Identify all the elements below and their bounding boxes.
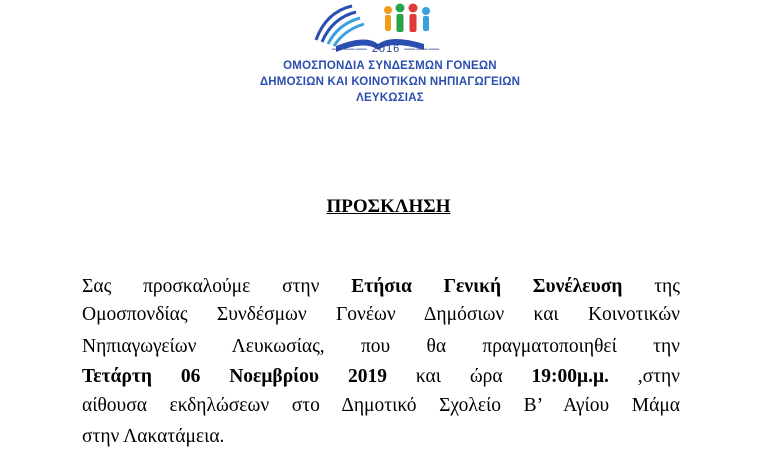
meeting-name: Ετήσια Γενική Συνέλευση	[351, 276, 623, 297]
meeting-time: 19:00μ.μ.	[531, 366, 609, 387]
meeting-date: Τετάρτη 06 Νοεμβρίου 2019	[82, 366, 387, 387]
body-line-1: Σας προσκαλούμε στην Ετήσια Γενική Συνέλευση της	[82, 276, 680, 297]
org-name-line-2: ΔΗΜΟΣΙΩΝ ΚΑΙ ΚΟΙΝΟΤΙΚΩΝ ΝΗΠΙΑΓΩΓΕΙΩΝ	[259, 76, 521, 88]
org-name-line-3: ΛΕΥΚΩΣΙΑΣ	[356, 92, 424, 104]
body-line-6: στην Λακατάμεια.	[82, 426, 225, 447]
body-line-4: Τετάρτη 06 Νοεμβρίου 2019 και ώρα 19:00μ.μ. ,στην	[82, 366, 680, 387]
body-line-3: Νηπιαγωγείων Λευκωσίας, που θα πραγματοποιηθεί την	[82, 336, 680, 357]
org-name-line-1: ΟΜΟΣΠΟΝΔΙΑ ΣΥΝΔΕΣΜΩΝ ΓΟΝΕΩΝ	[283, 60, 497, 72]
body-line-5: αίθουσα εκδηλώσεων στο Δημοτικό Σχολείο Β’ Αγίου Μάμα	[82, 395, 680, 416]
body-line-2: Ομοσπονδίας Συνδέσμων Γονέων Δημόσιων και Κοινοτικών	[82, 304, 680, 325]
logo-year: ——— 2016 ———	[331, 43, 441, 55]
document-title: ΠΡΟΣΚΛΗΣΗ	[326, 196, 451, 217]
